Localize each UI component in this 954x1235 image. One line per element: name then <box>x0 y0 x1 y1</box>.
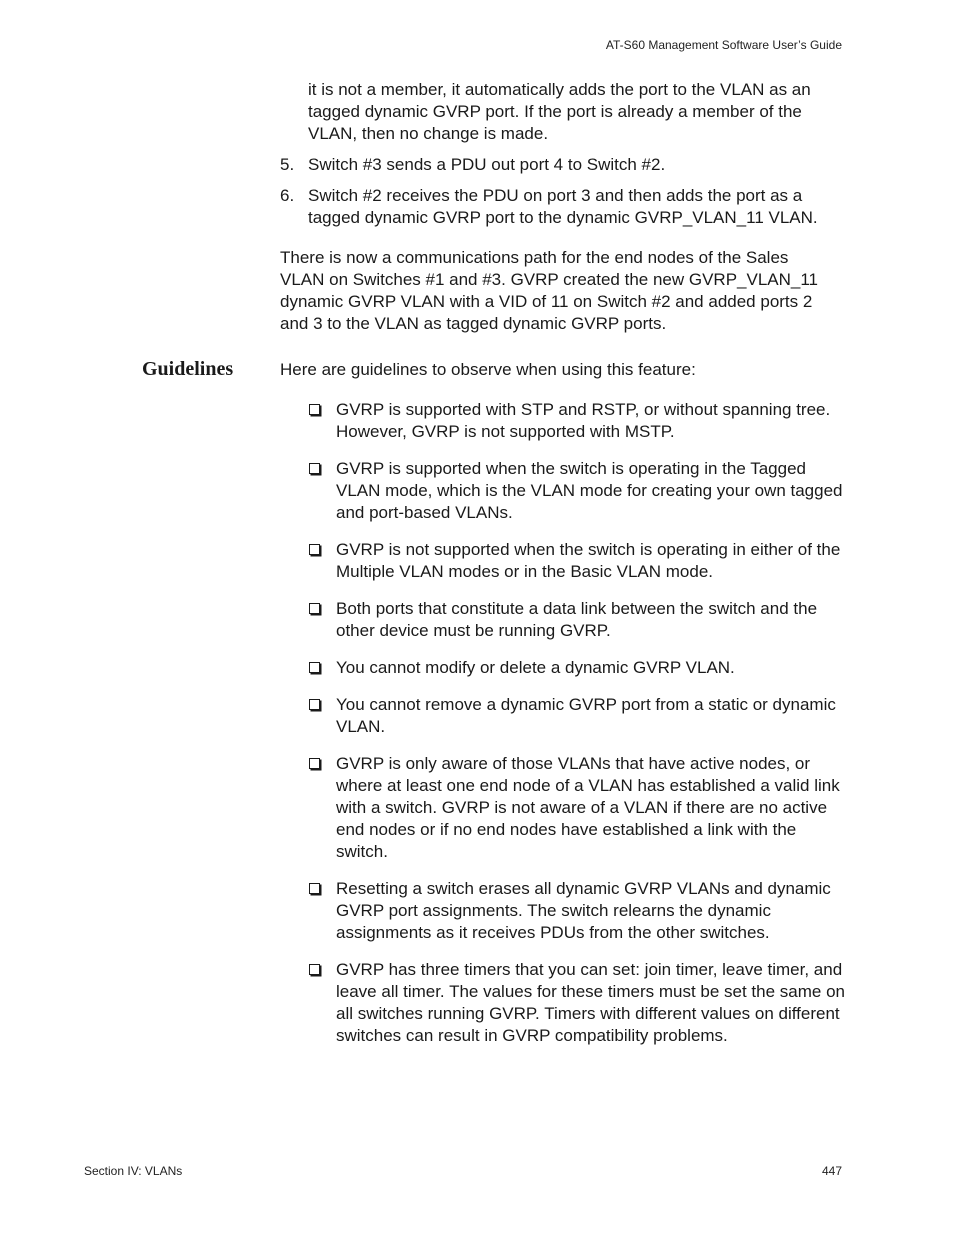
step-item <box>280 154 840 176</box>
checkbox-bullet-icon <box>309 964 320 975</box>
step-text: Switch #2 receives the PDU on port 3 and then adds the port as a tagged dynamic GVRP port to the dynamic GVRP_VLAN_11 VLAN. <box>308 186 818 227</box>
checkbox-bullet-icon <box>309 404 320 415</box>
guideline-item <box>308 598 848 642</box>
guideline-item <box>308 539 848 583</box>
guideline-text: You cannot remove a dynamic GVRP port from a static or dynamic VLAN. <box>336 695 836 736</box>
guidelines-list <box>308 399 848 1062</box>
continuation-paragraph: it is not a member, it automatically adds the port to the VLAN as an tagged dynamic GVRP port. If the port is already a member of the VLAN, then no change is made. <box>308 80 811 143</box>
checkbox-bullet-icon <box>309 758 320 769</box>
step-number: 5. <box>280 155 295 174</box>
guideline-item <box>308 399 848 443</box>
guideline-text: Both ports that constitute a data link between the switch and the other device must be running GVRP. <box>336 599 818 640</box>
checkbox-bullet-icon <box>309 662 320 673</box>
step-number: 6. <box>280 186 295 205</box>
guideline-text: GVRP is supported with STP and RSTP, or without spanning tree. However, GVRP is not supported with MSTP. <box>336 400 831 441</box>
guideline-item <box>308 458 848 524</box>
guidelines-intro: Here are guidelines to observe when using this feature: <box>280 360 696 379</box>
checkbox-bullet-icon <box>309 699 320 710</box>
guideline-text: GVRP is supported when the switch is operating in the Tagged VLAN mode, which is the VLAN mode for creating your own tagged and port-based VLANs. <box>336 459 843 522</box>
guideline-text: Resetting a switch erases all dynamic GVRP VLANs and dynamic GVRP port assignments. The switch relearns the dynamic assignments as it receives PDUs from the other switches. <box>336 879 831 942</box>
guideline-text: You cannot modify or delete a dynamic GVRP VLAN. <box>336 658 735 677</box>
guideline-item <box>308 753 848 863</box>
numbered-step-list <box>280 154 840 238</box>
guideline-item <box>308 878 848 944</box>
checkbox-bullet-icon <box>309 544 320 555</box>
guideline-text: GVRP is not supported when the switch is operating in either of the Multiple VLAN modes or in the Basic VLAN mode. <box>336 540 841 581</box>
guideline-item <box>308 694 848 738</box>
checkbox-bullet-icon <box>309 463 320 474</box>
guideline-item <box>308 657 848 679</box>
step-text: Switch #3 sends a PDU out port 4 to Switch #2. <box>308 155 666 174</box>
checkbox-bullet-icon <box>309 603 320 614</box>
section-heading: Guidelines <box>142 358 234 380</box>
checkbox-bullet-icon <box>309 883 320 894</box>
running-header: AT-S60 Management Software User’s Guide <box>605 38 842 52</box>
summary-paragraph: There is now a communications path for the end nodes of the Sales VLAN on Switches #1 and #3. GVRP created the new GVRP_VLAN_11 dynamic GVRP VLAN with a VID of 11 on Switch #2 and added ports 2 and 3 to the VLAN as tagged dynamic GVRP ports. <box>280 248 819 333</box>
guideline-text: GVRP has three timers that you can set: join timer, leave timer, and leave all timer. The values for these timers must be set the same on all switches running GVRP. Timers with different values on different switches can result in GVRP compatibility problems. <box>336 960 845 1045</box>
guideline-item <box>308 959 848 1047</box>
step-item <box>280 185 840 229</box>
guideline-text: GVRP is only aware of those VLANs that have active nodes, or where at least one end node of a VLAN has established a valid link with a switch. GVRP is not aware of a VLAN if there are no active end nodes or if no end nodes have established a link with the switch. <box>336 754 840 861</box>
footer-section-label: Section IV: VLANs <box>84 1164 183 1178</box>
page-number: 447 <box>821 1164 842 1178</box>
